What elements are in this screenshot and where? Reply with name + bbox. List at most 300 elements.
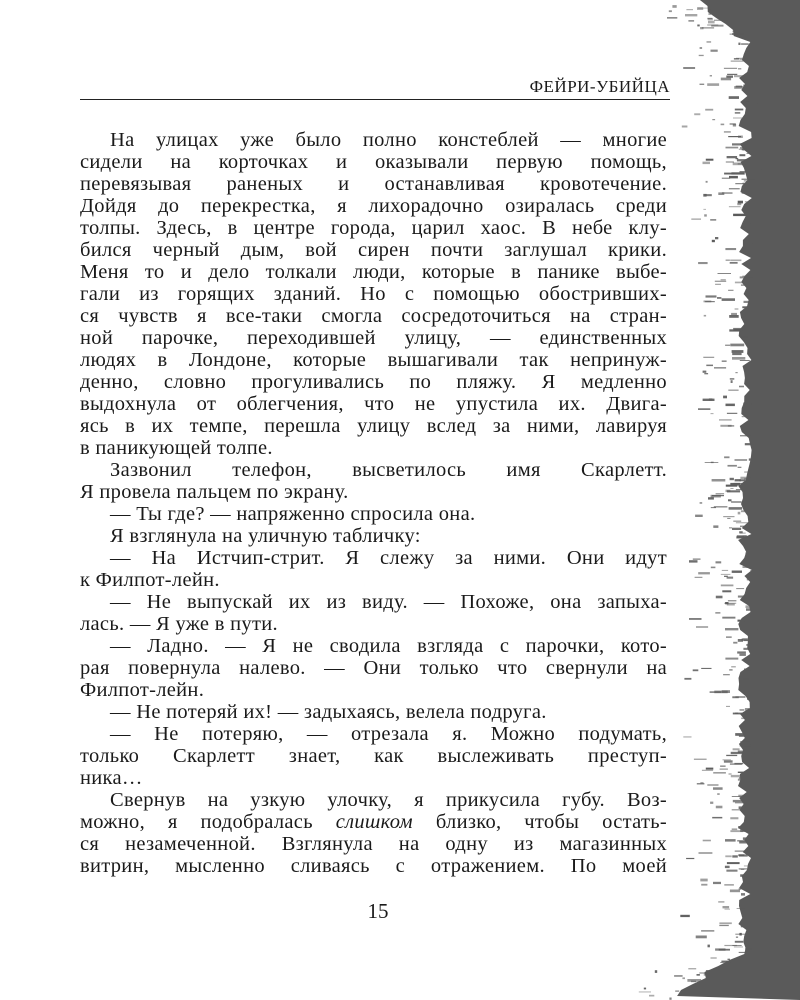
grunge-speck	[745, 201, 756, 202]
grunge-speck	[722, 178, 730, 179]
grunge-speck	[716, 596, 723, 599]
text-line: сидели на корточках и оказывали первую помощь,	[80, 151, 667, 173]
grunge-fill	[677, 0, 800, 1000]
grunge-speck	[686, 858, 694, 859]
grunge-speck	[731, 313, 737, 315]
grunge-speck	[698, 572, 710, 574]
grunge-speck	[747, 327, 754, 328]
grunge-speck	[735, 309, 739, 310]
text-line: людях в Лондоне, которые вышагивали так непринуж-	[80, 349, 667, 371]
grunge-speck	[734, 58, 739, 59]
grunge-speck	[713, 525, 718, 528]
grunge-speck	[733, 521, 741, 522]
grunge-speck	[738, 779, 743, 781]
grunge-speck	[743, 752, 755, 754]
grunge-speck	[689, 618, 702, 620]
grunge-speck	[716, 493, 725, 494]
grunge-speck	[729, 527, 732, 528]
grunge-speck	[736, 86, 742, 88]
grunge-speck	[714, 20, 728, 21]
grunge-speck	[740, 874, 754, 877]
grunge-speck	[713, 787, 723, 790]
grunge-speck	[733, 800, 745, 802]
grunge-speck	[696, 936, 707, 939]
grunge-speck	[684, 678, 691, 680]
grunge-speck	[740, 435, 751, 436]
grunge-speck	[744, 301, 754, 303]
grunge-speck	[694, 113, 700, 115]
grunge-speck	[701, 930, 714, 931]
grunge-speck	[716, 561, 722, 563]
text-line: толпы. Здесь, в центре города, царил хаос. В небе клу-	[80, 217, 667, 239]
grunge-speck	[742, 276, 752, 277]
text-line: в паникующей толпе.	[80, 437, 273, 459]
grunge-speck	[722, 590, 731, 592]
grunge-speck	[730, 378, 735, 380]
grunge-speck	[738, 751, 743, 754]
grunge-speck	[738, 467, 742, 468]
grunge-speck	[732, 353, 741, 355]
grunge-speck	[738, 201, 743, 204]
grunge-speck	[719, 949, 730, 951]
grunge-speck	[736, 937, 738, 938]
grunge-speck	[720, 962, 730, 963]
grunge-speck	[747, 883, 751, 885]
grunge-speck	[743, 57, 752, 60]
grunge-speck	[737, 203, 741, 205]
grunge-speck	[704, 373, 708, 374]
grunge-speck	[706, 295, 717, 297]
grunge-speck	[707, 18, 712, 19]
grunge-speck	[732, 143, 745, 145]
grunge-speck	[739, 735, 748, 737]
grunge-speck	[735, 850, 748, 852]
text-line: перевязывая раненых и останавливая кровотечение.	[80, 173, 667, 195]
grunge-speck	[745, 661, 753, 663]
grunge-speck	[703, 357, 714, 358]
grunge-speck	[741, 780, 754, 782]
grunge-speck	[704, 315, 706, 317]
grunge-speck	[715, 284, 721, 285]
grunge-speck	[742, 416, 748, 417]
grunge-speck	[746, 605, 753, 608]
grunge-speck	[697, 974, 700, 976]
grunge-speck	[703, 209, 706, 210]
grunge-speck	[732, 357, 745, 360]
running-title: ФЕЙРИ-УБИЙЦА	[529, 77, 670, 96]
grunge-speck	[743, 566, 754, 568]
paragraph	[80, 723, 667, 789]
grunge-speck	[737, 840, 747, 841]
grunge-speck	[709, 398, 713, 400]
grunge-speck	[746, 608, 756, 611]
grunge-speck	[738, 620, 745, 622]
text-line: ника…	[80, 767, 143, 789]
grunge-speck	[723, 674, 730, 675]
grunge-speck	[727, 490, 740, 492]
grunge-speck	[719, 925, 729, 926]
grunge-speck	[728, 600, 737, 601]
grunge-speck	[727, 413, 737, 414]
grunge-speck	[732, 350, 744, 353]
grunge-speck	[735, 183, 743, 184]
text-line: ясь в их темпе, перешла улицу вслед за ними, лавируя	[80, 415, 667, 437]
grunge-speck	[726, 260, 730, 261]
grunge-speck	[726, 162, 734, 163]
grunge-speck	[713, 882, 721, 884]
grunge-speck	[744, 180, 753, 181]
grunge-speck	[746, 877, 748, 879]
grunge-speck	[683, 67, 695, 69]
text-line: ной парочке, переходившей улицу, — единственных	[80, 327, 667, 349]
grunge-speck	[732, 33, 744, 35]
grunge-speck	[726, 870, 737, 872]
grunge-speck	[728, 499, 732, 501]
grunge-speck	[720, 768, 728, 770]
grunge-speck	[723, 516, 734, 517]
grunge-speck	[736, 158, 739, 159]
grunge-speck	[740, 829, 745, 832]
grunge-speck	[745, 443, 752, 445]
grunge-speck	[733, 642, 737, 644]
grunge-speck	[743, 648, 754, 650]
grunge-speck	[733, 748, 740, 750]
grunge-speck	[720, 765, 726, 767]
grunge-speck	[744, 471, 750, 472]
grunge-speck	[745, 759, 752, 760]
grunge-speck	[700, 879, 707, 882]
grunge-speck	[727, 518, 730, 519]
grunge-speck	[669, 10, 672, 12]
grunge-speck	[743, 837, 754, 840]
grunge-speck	[736, 489, 743, 490]
grunge-speck	[700, 502, 703, 504]
grunge-speck	[711, 50, 718, 52]
grunge-speck	[725, 866, 730, 868]
grunge-speck	[711, 958, 717, 959]
grunge-speck	[738, 68, 741, 69]
grunge-speck	[708, 13, 711, 14]
paragraph	[80, 547, 667, 591]
text-line: лась. — Я уже в пути.	[80, 613, 278, 635]
grunge-speck	[734, 75, 746, 77]
grunge-speck	[722, 360, 727, 362]
grunge-speck	[731, 666, 736, 667]
grunge-speck	[705, 462, 719, 463]
grunge-speck	[751, 223, 755, 225]
grunge-speck	[727, 862, 740, 864]
grunge-speck	[715, 281, 726, 282]
grunge-speck	[699, 55, 704, 56]
grunge-speck	[724, 173, 735, 175]
grunge-speck	[705, 2, 716, 3]
grunge-speck	[740, 360, 750, 361]
grunge-speck	[721, 961, 732, 962]
grunge-speck	[738, 826, 742, 828]
text-line: только Скарлетт знает, как выслеживать преступ-	[80, 745, 667, 767]
grunge-speck	[722, 192, 733, 194]
grunge-speck	[706, 970, 709, 972]
grunge-speck	[712, 479, 726, 482]
grunge-speck	[698, 408, 710, 409]
grunge-speck	[741, 43, 749, 45]
grunge-speck	[697, 25, 699, 27]
grunge-speck	[747, 578, 757, 580]
grunge-speck	[749, 122, 761, 125]
grunge-speck	[738, 512, 741, 515]
grunge-speck	[699, 973, 706, 974]
grunge-speck	[733, 713, 742, 715]
grunge-speck	[717, 297, 721, 299]
grunge-speck	[730, 478, 734, 480]
grunge-speck	[730, 123, 736, 124]
text-line: Свернув на узкую улочку, я прикусила губу. Воз-	[110, 789, 667, 811]
body-text	[80, 129, 667, 877]
grunge-speck	[748, 243, 753, 244]
grunge-speck	[751, 509, 764, 511]
grunge-speck	[743, 148, 747, 151]
grunge-speck	[741, 227, 746, 229]
grunge-speck	[733, 163, 747, 166]
grunge-speck	[731, 501, 741, 502]
grunge-speck	[735, 802, 747, 803]
grunge-speck	[747, 669, 751, 670]
header-rule	[80, 99, 670, 100]
grunge-speck	[733, 118, 742, 119]
grunge-speck	[729, 96, 739, 99]
grunge-speck	[741, 284, 745, 285]
grunge-speck	[639, 992, 651, 993]
grunge-speck	[724, 456, 729, 458]
grunge-speck	[741, 718, 746, 720]
grunge-speck	[667, 17, 677, 19]
grunge-speck	[707, 41, 712, 42]
grunge-speck	[747, 698, 750, 700]
grunge-speck	[706, 181, 708, 183]
grunge-speck	[691, 219, 701, 220]
text-segment: близко, чтобы остать-	[412, 811, 667, 833]
grunge-speck	[723, 759, 731, 760]
grunge-speck	[732, 809, 743, 811]
grunge-speck	[723, 396, 727, 399]
grunge-speck	[736, 522, 750, 523]
text-line: выдохнула от облегчения, что не упустила их. Двига-	[80, 393, 667, 415]
grunge-speck	[699, 852, 713, 853]
grunge-speck	[708, 21, 715, 24]
grunge-speck	[740, 709, 745, 711]
grunge-speck	[731, 775, 742, 777]
grunge-speck	[743, 85, 755, 88]
grunge-speck	[725, 248, 736, 250]
grunge-speck	[704, 973, 717, 975]
grunge-speck	[727, 156, 738, 158]
grunge-speck	[697, 7, 703, 10]
grunge-speck	[705, 109, 713, 111]
grunge-speck	[745, 948, 752, 950]
text-line: — Ты где? — напряженно спросила она.	[110, 503, 476, 525]
text-line: — Не потеряй их! — задыхаясь, велела подруга.	[110, 701, 547, 723]
grunge-speck	[700, 27, 703, 29]
grunge-speck	[750, 570, 759, 571]
grunge-speck	[724, 132, 731, 133]
paragraph	[80, 459, 667, 503]
grunge-speck	[738, 596, 745, 598]
grunge-speck	[695, 515, 703, 517]
grunge-speck	[730, 483, 740, 486]
grunge-speck	[725, 658, 738, 660]
text-line: — Не потеряю, — отрезала я. Можно подумать,	[110, 723, 667, 745]
grunge-speck	[729, 329, 740, 331]
grunge-speck	[649, 995, 654, 997]
grunge-speck	[734, 763, 743, 764]
grunge-speck	[724, 760, 733, 762]
grunge-speck	[743, 809, 752, 810]
grunge-speck	[706, 365, 713, 367]
grunge-speck	[742, 193, 748, 194]
grunge-speck	[721, 574, 731, 575]
grunge-speck	[742, 306, 749, 308]
paragraph	[80, 503, 667, 525]
grunge-speck	[721, 78, 731, 81]
grunge-speck	[730, 890, 740, 893]
text-line: На улицах уже было полно констеблей — многие	[110, 129, 667, 151]
grunge-speck	[735, 112, 741, 113]
grunge-speck	[703, 162, 711, 165]
grunge-speck	[748, 770, 752, 771]
grunge-speck	[731, 380, 733, 383]
grunge-speck	[729, 315, 739, 318]
grunge-speck	[730, 817, 738, 819]
grunge-speck	[669, 998, 671, 1000]
grunge-speck	[739, 806, 746, 809]
grunge-speck	[703, 371, 707, 373]
grunge-speck	[734, 29, 737, 31]
grunge-speck	[739, 933, 741, 936]
grunge-speck	[732, 528, 741, 530]
grunge-speck	[726, 636, 732, 638]
grunge-speck	[738, 43, 740, 45]
grunge-speck	[726, 147, 739, 149]
grunge-speck	[735, 941, 743, 943]
grunge-speck	[682, 977, 685, 979]
grunge-speck	[722, 570, 728, 571]
grunge-speck	[686, 9, 693, 10]
text-line: Я взглянула на уличную табличку:	[110, 525, 421, 547]
grunge-speck	[713, 772, 726, 773]
grunge-speck	[719, 419, 732, 420]
grunge-speck	[703, 194, 706, 197]
grunge-speck	[740, 526, 746, 527]
grunge-speck	[737, 651, 746, 653]
grunge-speck	[674, 975, 683, 977]
grunge-speck	[708, 945, 710, 948]
grunge-speck	[644, 988, 646, 990]
grunge-speck	[712, 495, 724, 496]
paragraph	[80, 701, 667, 723]
grunge-speck	[707, 83, 719, 86]
grunge-speck	[701, 884, 707, 886]
text-line: гали из горящих зданий. Но с помощью обостривших-	[80, 283, 667, 305]
grunge-speck	[737, 535, 747, 537]
grunge-speck	[733, 214, 746, 216]
grunge-speck	[746, 807, 748, 808]
grunge-speck	[722, 617, 735, 619]
grunge-speck	[748, 851, 754, 854]
grunge-speck	[735, 282, 744, 284]
grunge-speck	[741, 510, 748, 512]
grunge-speck	[688, 20, 694, 21]
grunge-speck	[730, 488, 733, 489]
grunge-speck	[726, 404, 735, 407]
paragraph	[80, 129, 667, 459]
grunge-speck	[700, 47, 703, 48]
grunge-speck	[728, 959, 731, 960]
grunge-speck	[705, 301, 715, 302]
grunge-speck	[712, 240, 715, 242]
grunge-speck	[711, 507, 716, 508]
text-line: ся чувств я все-таки смогла сосредоточиться на стран-	[80, 305, 667, 327]
grunge-speck	[730, 344, 744, 347]
grunge-speck	[732, 571, 742, 573]
grunge-speck	[740, 171, 746, 173]
grunge-speck	[702, 770, 713, 771]
grunge-speck	[739, 952, 747, 953]
grunge-speck	[724, 884, 734, 885]
grunge-speck	[698, 262, 708, 264]
grunge-speck	[710, 802, 713, 804]
grunge-speck	[731, 61, 744, 62]
grunge-speck	[739, 868, 748, 870]
grunge-speck	[728, 425, 734, 426]
grunge-speck	[702, 27, 714, 28]
grunge-speck	[739, 654, 746, 656]
grunge-speck	[732, 855, 738, 857]
grunge-speck	[740, 541, 750, 542]
grunge-speck	[749, 169, 762, 172]
grunge-speck	[682, 126, 688, 128]
page-number: 15	[367, 899, 389, 923]
grunge-speck	[749, 458, 754, 460]
text-line: к Филпот-лейн.	[80, 569, 220, 591]
grunge-speck	[742, 638, 748, 640]
grunge-speck	[730, 260, 741, 262]
grunge-speck	[710, 75, 712, 77]
grunge-speck	[703, 399, 715, 401]
grunge-speck	[741, 926, 746, 928]
grunge-speck	[730, 262, 738, 264]
grunge-speck	[739, 154, 745, 156]
grunge-speck	[739, 777, 743, 779]
grunge-speck	[707, 25, 718, 26]
grunge-speck	[747, 153, 756, 154]
grunge-speck	[712, 119, 715, 120]
grunge-speck	[691, 981, 696, 983]
grunge-speck	[694, 759, 707, 760]
grunge-speck	[741, 893, 745, 896]
grunge-speck	[710, 219, 716, 220]
grunge-speck	[693, 559, 701, 560]
grunge-speck	[706, 768, 714, 770]
grunge-speck	[703, 840, 711, 842]
grunge-speck	[701, 668, 711, 669]
text-line: — На Истчип-стрит. Я слежу за ними. Они идут	[110, 547, 667, 569]
grunge-speck	[727, 577, 734, 579]
grunge-speck	[729, 176, 738, 179]
grunge-speck	[725, 855, 731, 857]
paragraph	[80, 789, 667, 877]
grunge-speck	[708, 497, 714, 499]
grunge-speck	[706, 159, 714, 161]
